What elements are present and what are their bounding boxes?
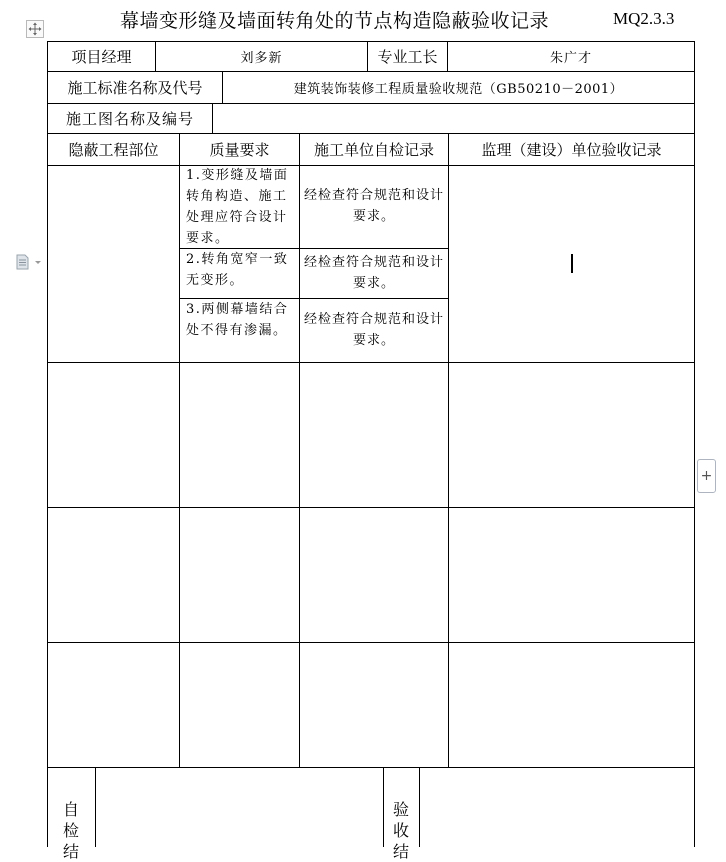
document-icon <box>14 254 44 270</box>
table-move-handle[interactable] <box>26 20 44 38</box>
column-quality-requirements: 质量要求 <box>209 141 270 159</box>
standard-value[interactable]: 建筑装饰装修工程质量验收规范（GB50210－2001） <box>293 82 624 97</box>
column-self-check-record: 施工单位自检记录 <box>313 141 434 159</box>
requirement-text[interactable]: 3.两侧幕墙结合处不得有渗漏。 <box>186 302 289 338</box>
self-check-text[interactable]: 经检查符合规范和设计要求。 <box>303 255 444 291</box>
project-manager-label: 项目经理 <box>71 48 132 66</box>
drawing-value[interactable] <box>213 104 694 133</box>
document-menu[interactable] <box>14 254 44 270</box>
document-code: MQ2.3.3 <box>613 9 675 28</box>
project-manager-value[interactable]: 刘多新 <box>240 51 283 66</box>
add-column-button[interactable] <box>697 459 716 493</box>
standard-label: 施工标准名称及代号 <box>67 79 203 97</box>
foreman-label: 专业工长 <box>377 48 438 66</box>
self-check-text[interactable]: 经检查符合规范和设计要求。 <box>303 312 444 348</box>
document-title: 幕墙变形缝及墙面转角处的节点构造隐蔽验收记录 <box>120 10 550 32</box>
requirement-text[interactable]: 1.变形缝及墙面转角构造、施工处理应符合设计要求。 <box>186 168 289 246</box>
self-check-conclusion-label: 自检结 <box>62 800 79 861</box>
plus-icon: + <box>700 468 713 484</box>
drawing-label: 施工图名称及编号 <box>65 110 194 128</box>
requirement-text[interactable]: 2.转角宽窄一致无变形。 <box>186 252 289 288</box>
move-icon <box>28 22 42 36</box>
column-hidden-part: 隐蔽工程部位 <box>68 141 159 159</box>
foreman-value[interactable]: 朱广才 <box>549 51 592 66</box>
column-supervision-record: 监理（建设）单位验收记录 <box>481 141 662 159</box>
text-cursor <box>571 254 573 273</box>
self-check-text[interactable]: 经检查符合规范和设计要求。 <box>303 188 444 224</box>
acceptance-conclusion-label: 验收结 <box>392 800 409 861</box>
